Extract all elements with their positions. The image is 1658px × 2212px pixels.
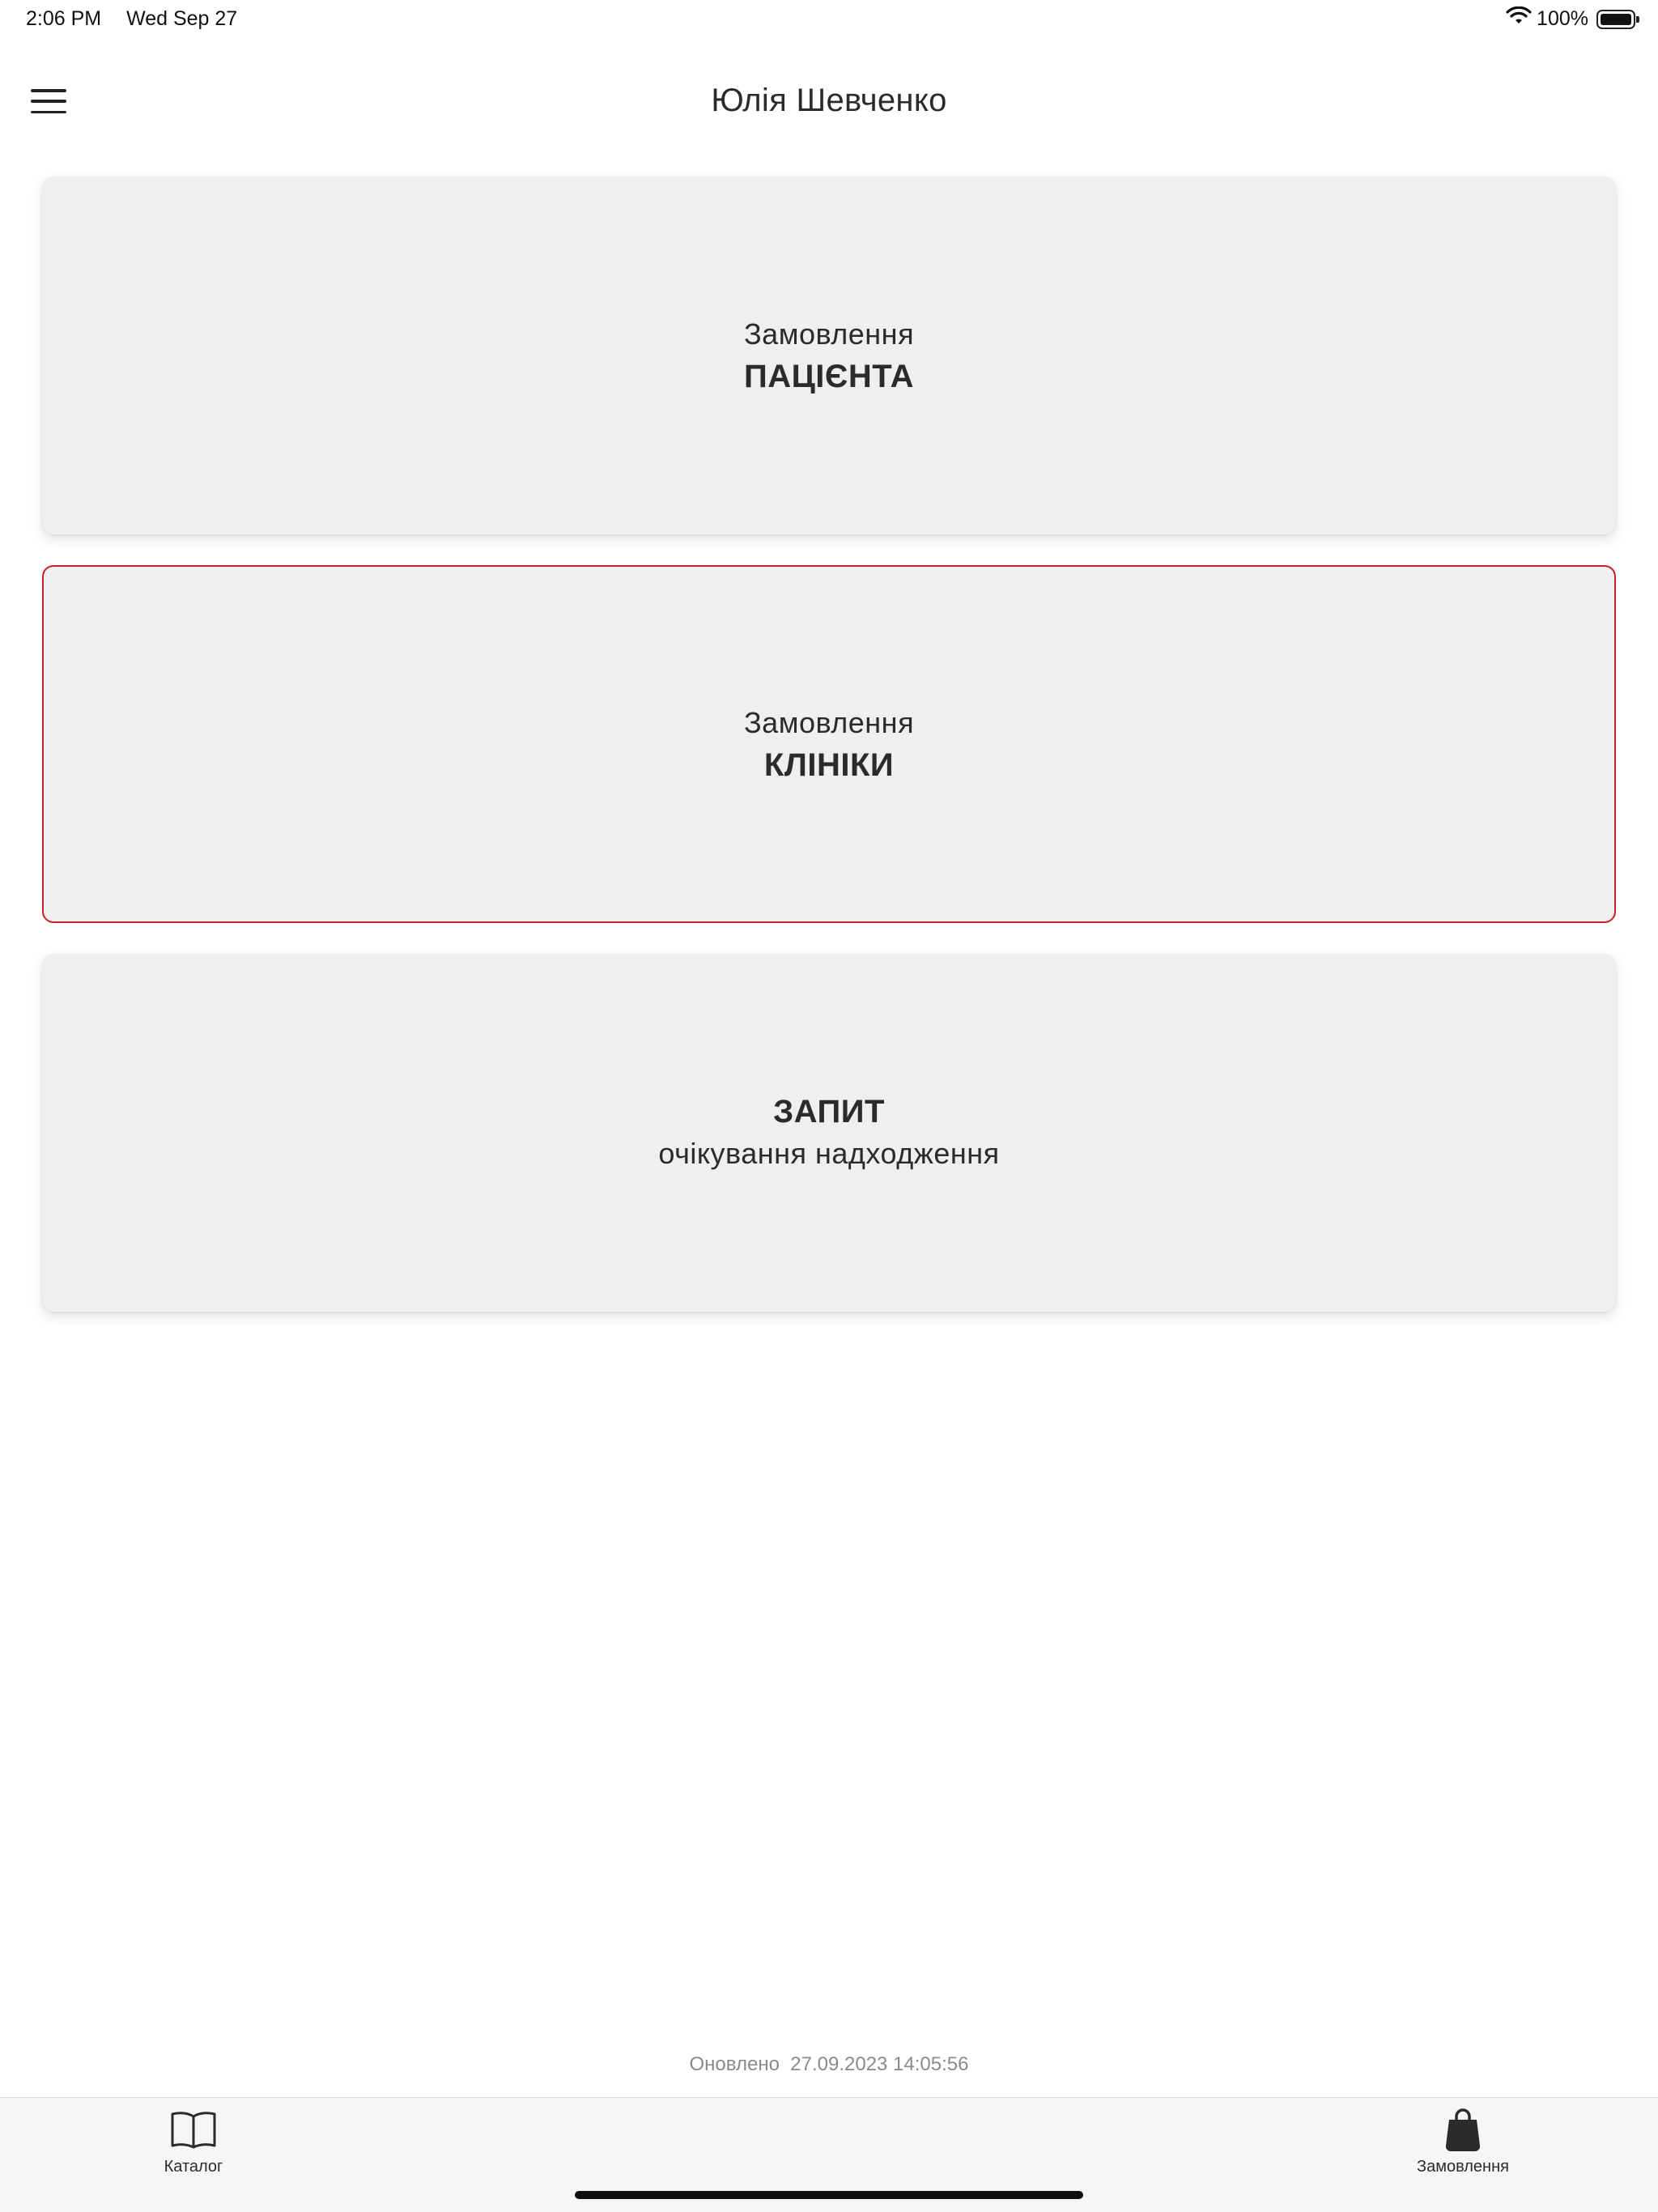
card-line2: ПАЦІЄНТА — [743, 359, 915, 394]
last-updated — [0, 2053, 1658, 2076]
card-line2: очікування надходження — [658, 1137, 1000, 1170]
card-line1: ЗАПИТ — [773, 1094, 885, 1129]
request-awaiting-card[interactable] — [42, 954, 1616, 1312]
tab-orders-label: Замовлення — [1417, 2158, 1509, 2176]
tab-catalog[interactable] — [104, 2098, 283, 2187]
tab-orders[interactable] — [1374, 2098, 1552, 2187]
card-line1: Замовлення — [743, 706, 915, 739]
card-line1: Замовлення — [743, 317, 915, 351]
status-bar — [0, 0, 1658, 39]
shopping-bag-icon — [1444, 2108, 1482, 2153]
home-indicator[interactable] — [575, 2191, 1083, 2199]
status-date: Wed Sep 27 — [126, 7, 238, 30]
header — [0, 65, 1658, 138]
last-updated-label: Оновлено — [689, 2053, 780, 2075]
open-book-icon — [169, 2108, 218, 2153]
card-line2: КЛІНІКИ — [763, 747, 895, 783]
tab-catalog-label: Каталог — [164, 2158, 223, 2176]
battery-percent: 100% — [1537, 7, 1588, 30]
patient-orders-card[interactable] — [42, 177, 1616, 534]
battery-icon — [1596, 10, 1635, 29]
page-title: Юлія Шевченко — [711, 83, 947, 118]
status-time-date — [26, 7, 237, 31]
wifi-icon — [1506, 6, 1532, 32]
status-indicators — [1506, 6, 1635, 32]
last-updated-value: 27.09.2023 14:05:56 — [790, 2053, 969, 2075]
status-time: 2:06 PM — [26, 7, 102, 30]
clinic-orders-card[interactable] — [42, 565, 1616, 923]
